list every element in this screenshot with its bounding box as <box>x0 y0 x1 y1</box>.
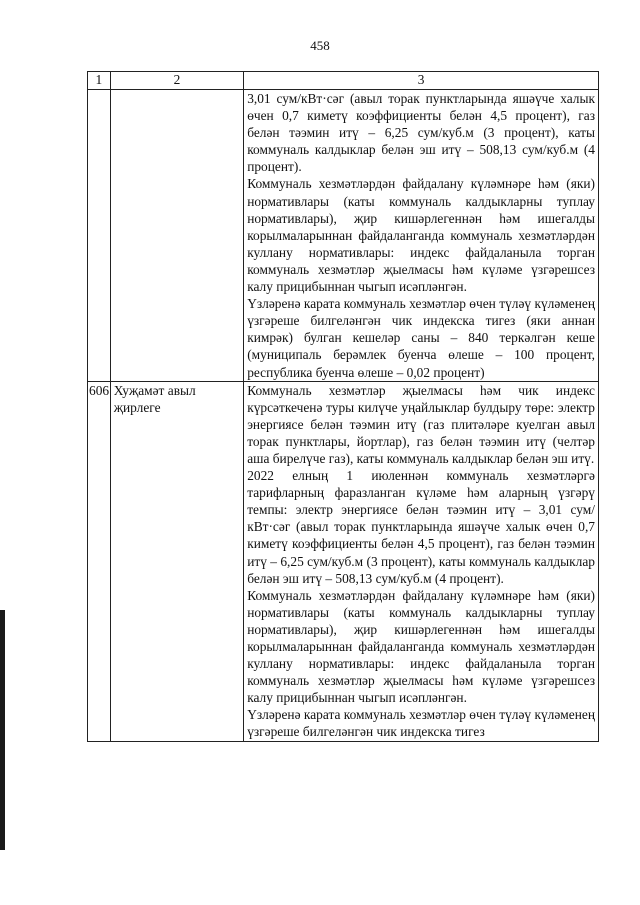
page-number: 458 <box>310 38 330 53</box>
table-row <box>88 90 599 382</box>
row-name <box>110 90 243 382</box>
paragraph: Коммуналь хезмәтләрдән файдалану күләмнәре һәм (яки) нормативлары (каты коммуналь калдыкларны туплау нормативлары), җир кишәрлегеннән һәм ишегалды корылмаларыннан файдаланганда коммуналь хезмәтләрдән куллану нормативлары: индекс файдаланыла торган коммуналь хезмәтләр җыелмасы һәм күләме үзгәрешсез калу прицибыннан чыгып исәпләнгән. <box>247 587 595 706</box>
header-row <box>88 72 599 90</box>
document-table <box>87 71 599 742</box>
paragraph: Коммуналь хезмәтләр җыелмасы һәм чик индекс күрсәткеченә туры килүче уңайлыклар булдыру төре: электр энергиясе белән тәэмин итү (газ плитәләре куелган авыл торак пунктлары, йортлар), газ белән тәэмин итү (челтәр аша бирелүче газ), каты коммуналь калдыклар белән эш итү. <box>247 382 595 466</box>
paragraph: Үзләренә карата коммуналь хезмәтләр өчен түләү күләменең үзгәреше билгеләнгән чик индекска тигез <box>247 707 595 740</box>
scan-edge-mark <box>0 610 5 850</box>
header-col-3: 3 <box>244 72 599 90</box>
table-row <box>88 381 599 741</box>
row-name: Хуҗамәт авыл җирлеге <box>110 381 243 741</box>
paragraph: Коммуналь хезмәтләрдән файдалану күләмнәре һәм (яки) нормативлары (каты коммуналь калдыкларны туплау нормативлары), җир кишәрлегеннән һәм ишегалды корылмаларыннан файдаланганда коммуналь хезмәтләрдән куллану нормативлары: индекс файдаланыла торган коммуналь хезмәтләр җыелмасы һәм күләме үзгәрешсез калу прицибыннан чыгып исәпләнгән. <box>247 176 595 295</box>
header-col-2: 2 <box>110 72 243 90</box>
paragraph: 3,01 сум/кВт·сәг (авыл торак пунктларында яшәүче халык өчен 0,7 киметү коэффициенты белән 4,5 процент), газ белән тәэмин итү – 6,25 сум/куб.м (3 процент), каты коммуналь калдыклар белән эш итү – 508,13 сум/куб.м (4 процент). <box>247 91 595 175</box>
row-number <box>88 90 111 382</box>
paragraph: Үзләренә карата коммуналь хезмәтләр өчен түләү күләменең үзгәреше билгеләнгән чик индекска тигез (яки аннан кимрәк) булган кешеләр саны – 840 теркәлгән кеше (муниципаль берәмлек буенча өлеше – 100 процент, республика буенча өлеше – 0,02 процент) <box>247 296 595 380</box>
row-description <box>244 90 599 382</box>
row-description <box>244 381 599 741</box>
paragraph: 2022 елның 1 июленнән коммуналь хезмәтләргә тарифларның фаразланган күләме һәм аларның үзгәрү темпы: электр энергиясе белән тәэмин итү – 3,01 сум/кВт·сәг (авыл торак пунктларында яшәүче халык өчен 0,7 киметү коэффициенты белән 4,5 процент), газ белән тәэмин итү – 6,25 сум/куб.м (3 процент), каты коммуналь калдыклар белән эш итү – 508,13 сум/куб.м (4 процент). <box>247 468 595 586</box>
row-number: 606 <box>88 381 111 741</box>
header-col-1: 1 <box>88 72 111 90</box>
